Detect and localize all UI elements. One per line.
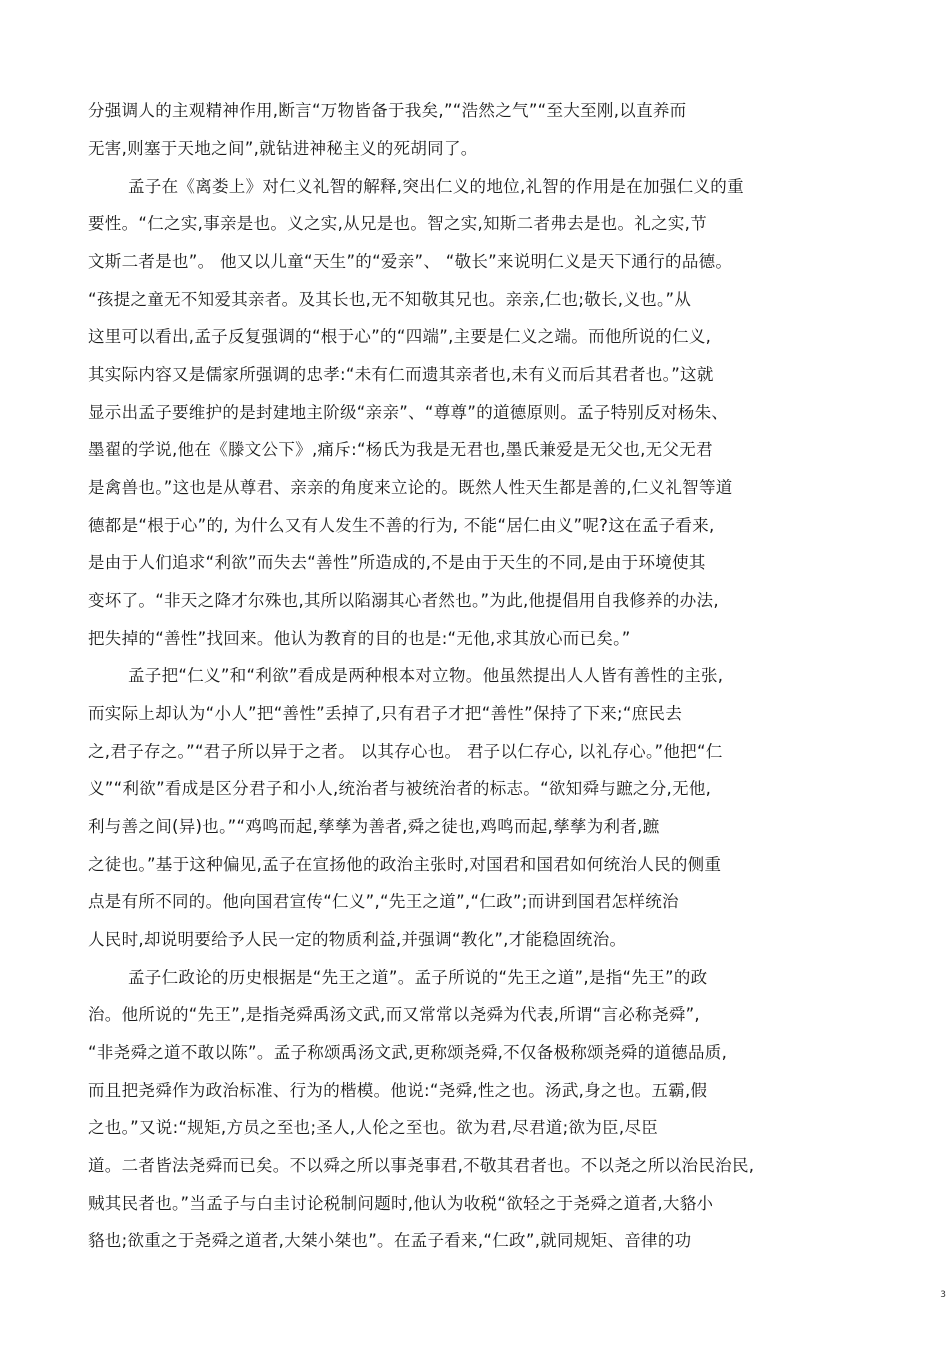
- text-line: 文斯二者是也”。 他又以儿童“天生”的“爱亲”、 “敬长”来说明仁义是天下通行的品德。: [88, 252, 733, 271]
- text-line: 之也。”又说:“规矩,方员之至也;圣人,人伦之至也。欲为君,尽君道;欲为臣,尽臣: [88, 1118, 659, 1137]
- text-line: 其实际内容又是儒家所强调的忠孝:“未有仁而遗其亲者也,未有义而后其君者也。”这就: [88, 365, 714, 384]
- text-line: 是由于人们追求“利欲”而失去“善性”所造成的,不是由于天生的不同,是由于环境使其: [88, 553, 706, 572]
- text-line: 而且把尧舜作为政治标准、行为的楷模。他说:“尧舜,性之也。汤武,身之也。五霸,假: [88, 1081, 708, 1100]
- text-line: 义”“利欲”看成是区分君子和小人,统治者与被统治者的标志。“欲知舜与蹠之分,无他,: [88, 779, 712, 798]
- text-line: 分强调人的主观精神作用,断言“万物皆备于我矣,”“浩然之气”“至大至刚,以直养而: [88, 101, 687, 120]
- text-line: 人民时,却说明要给予人民一定的物质利益,并强调“教化”,才能稳固统治。: [88, 930, 627, 949]
- text-line: 治。他所说的“先王”,是指尧舜禹汤文武,而又常常以尧舜为代表,所谓“言必称尧舜”,: [88, 1005, 700, 1024]
- text-line: 把失掉的“善性”找回来。他认为教育的目的也是:“无他,求其放心而已矣。”: [88, 629, 631, 648]
- text-line: 点是有所不同的。他向国君宣传“仁义”,“先王之道”,“仁政”;而讲到国君怎样统治: [88, 892, 679, 911]
- text-line: 墨翟的学说,他在《滕文公下》,痛斥:“杨氏为我是无君也,墨氏兼爱是无父也,无父无君: [88, 440, 713, 459]
- text-line: 变坏了。“非天之降才尔殊也,其所以陷溺其心者然也。”为此,他提倡用自我修养的办法,: [88, 591, 719, 610]
- text-line: 无害,则塞于天地之间”,就钻进神秘主义的死胡同了。: [88, 139, 478, 158]
- text-line: 德都是“根于心”的, 为什么又有人发生不善的行为, 不能“居仁由义”呢?这在孟子看来,: [88, 516, 715, 535]
- text-line: 貉也;欲重之于尧舜之道者,大桀小桀也”。在孟子看来,“仁政”,就同规矩、音律的功: [88, 1231, 692, 1250]
- text-line: 贼其民者也。”当孟子与白圭讨论税制问题时,他认为收税“欲轻之于尧舜之道者,大貉小: [88, 1194, 714, 1213]
- paragraph-start-line: 孟子在《离娄上》对仁义礼智的解释,突出仁义的地位,礼智的作用是在加强仁义的重: [128, 177, 744, 196]
- text-line: 之,君子存之。”“君子所以异于之者。 以其存心也。 君子以仁存心, 以礼存心。”他把“仁: [88, 742, 723, 761]
- paragraph-start-line: 孟子把“仁义”和“利欲”看成是两种根本对立物。他虽然提出人人皆有善性的主张,: [128, 666, 724, 685]
- text-line: 道。二者皆法尧舜而已矣。不以舜之所以事尧事君,不敬其君者也。不以尧之所以治民治民,: [88, 1156, 755, 1175]
- text-line: 而实际上却认为“小人”把“善性”丢掉了,只有君子才把“善性”保持了下来;“庶民去: [88, 704, 683, 723]
- text-line: 这里可以看出,孟子反复强调的“根于心”的“四端”,主要是仁义之端。而他所说的仁义,: [88, 327, 712, 346]
- text-line: 之徒也。”基于这种偏见,孟子在宣扬他的政治主张时,对国君和国君如何统治人民的侧重: [88, 855, 722, 874]
- text-line: 利与善之间(异)也。”“鸡鸣而起,孳孳为善者,舜之徒也,鸡鸣而起,孳孳为利者,蹠: [88, 817, 660, 836]
- text-line: “孩提之童无不知爱其亲者。及其长也,无不知敬其兄也。亲亲,仁也;敬长,义也。”从: [88, 290, 692, 309]
- text-line: 要性。“仁之实,事亲是也。义之实,从兄是也。智之实,知斯二者弗去是也。礼之实,节: [88, 214, 708, 233]
- text-line: 显示出孟子要维护的是封建地主阶级“亲亲”、“尊尊”的道德原则。孟子特别反对杨朱、: [88, 403, 729, 422]
- paragraph-start-line: 孟子仁政论的历史根据是“先王之道”。孟子所说的“先王之道”,是指“先王”的政: [128, 968, 708, 987]
- text-line: “非尧舜之道不敢以陈”。孟子称颂禹汤文武,更称颂尧舜,不仅备极称颂尧舜的道德品质,: [88, 1043, 728, 1062]
- text-line: 是禽兽也。”这也是从尊君、亲亲的角度来立论的。既然人性天生都是善的,仁义礼智等道: [88, 478, 733, 497]
- page-number: 3: [940, 1290, 946, 1300]
